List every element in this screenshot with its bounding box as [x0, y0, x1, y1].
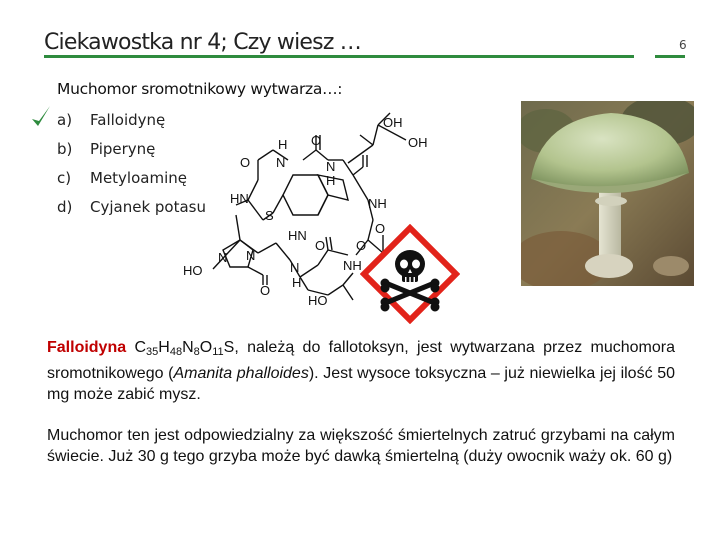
molecule-label: N: [246, 248, 256, 263]
answer-b: b) Piperynę: [57, 140, 156, 158]
molecule-label: HN: [288, 228, 307, 243]
molecule-label: H: [326, 173, 336, 188]
molecule-label: H: [278, 137, 288, 152]
molecule-label: N: [276, 155, 286, 170]
molecule-label: HN: [230, 191, 249, 206]
molecule-label: O: [260, 283, 271, 298]
molecule-label: NH: [368, 196, 387, 211]
title-underline-short: [655, 55, 685, 58]
latin-name: Amanita phalloides: [173, 365, 309, 382]
page-number: 6: [679, 38, 687, 52]
molecule-label: HO: [308, 293, 328, 305]
molecule-label: O: [240, 155, 251, 170]
chemical-formula: $C_{35}H_{48}N_8O_{11}S$: [126, 339, 235, 358]
question-text: Muchomor sromotnikowy wytwarza…:: [57, 80, 343, 98]
slide-title: Ciekawostka nr 4; Czy wiesz …: [44, 30, 361, 55]
paragraph-muchomor: Muchomor ten jest odpowiedzialny za większość śmiertelnych zatruć grzybami na całym świecie. Już 30 g tego grzyba może być dawką śmiertelną (duży owocnik waży ok. 60 g): [47, 427, 675, 465]
molecule-label: O: [375, 221, 386, 236]
molecule-label: N: [326, 159, 336, 174]
highlight-falloidyna: Falloidyna: [47, 339, 127, 356]
paragraph-falloidyna: Falloidyna $C_{35}H_{48}N_8O_{11}S$, należą do fallotoksyn, jest wytwarzana przez muchomora sromotnikowego (Amanita phalloides). Jest wysoce toksyczna – już niewielka jej ilość 50 mg może zabić mysz.: [47, 339, 676, 403]
molecule-label: HO: [183, 263, 203, 278]
molecule-label: O: [315, 238, 326, 253]
molecule-label: O: [311, 133, 322, 148]
molecule-label: OH: [383, 115, 403, 130]
answer-c: c) Metyloaminę: [57, 169, 187, 187]
molecule-label: S: [265, 208, 274, 223]
molecule-label: N: [290, 260, 300, 275]
molecule-label: H: [292, 275, 302, 290]
skull-crossbones-icon: [360, 224, 460, 324]
checkmark-icon: [30, 104, 52, 130]
molecule-label: NH: [343, 258, 362, 273]
molecule-label: OH: [408, 135, 428, 150]
answer-a: a) Falloidynę: [57, 111, 166, 129]
molecule-label: O: [356, 238, 367, 253]
molecule-label: N: [218, 250, 228, 265]
title-underline: [44, 55, 634, 58]
answer-d: d) Cyjanek potasu: [57, 198, 206, 216]
death-cap-mushroom-photo: [521, 101, 694, 286]
